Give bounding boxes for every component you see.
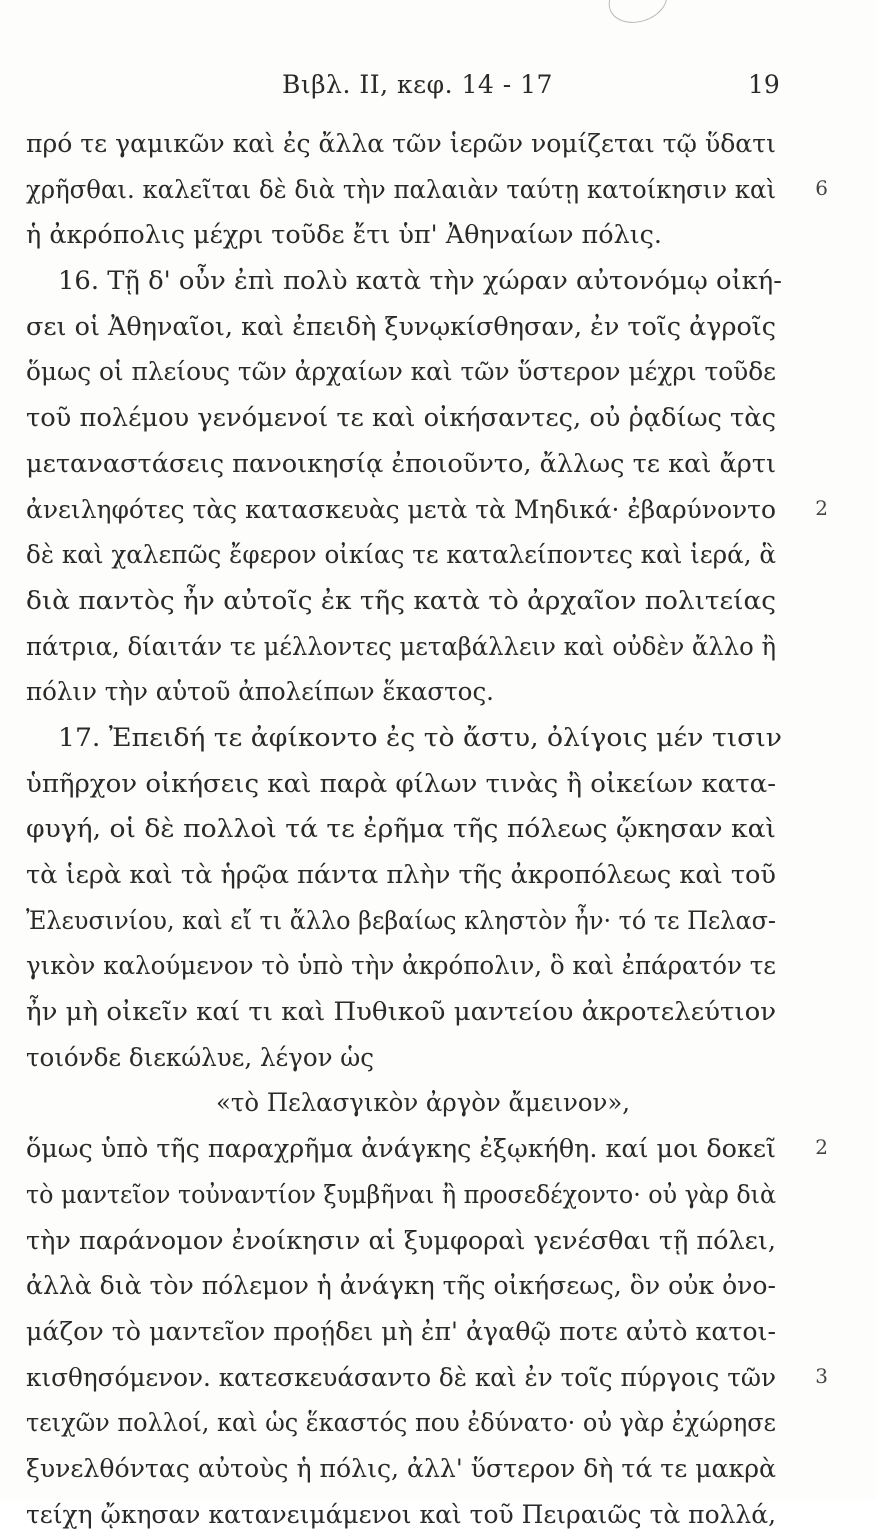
text-line [0,1310,876,1356]
line-text: δὲ καὶ χαλεπῶς ἔφερον οἰκίας τε καταλείποντες καὶ ἱερά, ἃ [26,540,776,571]
line-text: Ἐλευσινίου, καὶ εἴ τι ἄλλο βεβαίως κληστὸν ἦν· τό τε Πελασ- [26,905,777,936]
text-line [0,533,876,579]
text-line [0,1127,876,1173]
line-text: «τὸ Πελασγικὸν ἀργὸν ἄμεινον», [216,1088,631,1119]
line-text: 17. Ἐπειδή τε ἀφίκοντο ἐς τὸ ἄστυ, ὀλίγοις μέν τισιν [58,722,782,753]
line-text: τοιόνδε διεκώλυε, λέγον ὡς [26,1042,375,1073]
line-text: μεταναστάσεις πανοικησίᾳ ἐποιοῦντο, ἄλλως τε καὶ ἄρτι [26,448,777,479]
line-text: χρῆσθαι. καλεῖται δὲ διὰ τὴν παλαιὰν ταύτῃ κατοίκησιν καὶ [26,174,777,205]
line-text: διὰ παντὸς ἦν αὐτοῖς ἐκ τῆς κατὰ τὸ ἀρχαῖον πολιτείας [26,585,777,616]
text-line [0,1036,876,1082]
line-text: τὸ μαντεῖον τοὐναντίον ξυμβῆναι ἢ προσεδέχοντο· οὐ γὰρ διὰ [26,1179,777,1210]
text-line [0,807,876,853]
text-line [0,990,876,1036]
line-text: ἀνειληφότες τὰς κατασκευὰς μετὰ τὰ Μηδικά· ἐβαρύνοντο [26,494,776,525]
line-text: ἀλλὰ διὰ τὸν πόλεμον ἡ ἀνάγκη τῆς οἰκήσεως, ὃν οὐκ ὀνο- [26,1271,777,1302]
line-text: πρό τε γαμικῶν καὶ ἐς ἄλλα τῶν ἱερῶν νομίζεται τῷ ὕδατι [26,129,776,159]
text-line [0,442,876,488]
text-line [0,488,876,534]
text-line [0,350,876,396]
text-line [0,1219,876,1265]
line-text: ἦν μὴ οἰκεῖν καί τι καὶ Πυθικοῦ μαντείου ἀκροτελεύτιον [26,997,777,1028]
page-number: 19 [748,70,780,99]
text-line [0,1081,876,1127]
text-line [0,1493,876,1538]
scan-mark [603,0,674,30]
line-text: ὅμως οἱ πλείους τῶν ἀρχαίων καὶ τῶν ὕστερον μέχρι τοῦδε [26,357,777,388]
running-head: Βιβλ. II, κεφ. 14 - 17 [282,70,553,99]
line-text: τειχῶν πολλοί, καὶ ὡς ἕκαστός που ἐδύνατο· οὐ γὰρ ἐχώρησε [26,1408,776,1439]
text-line [0,168,876,214]
section-margin-number: 2 [815,495,828,520]
line-text: ὑπῆρχον οἰκήσεις καὶ παρὰ φίλων τινὰς ἢ οἰκείων κατα- [26,768,777,799]
body-text [0,122,876,1538]
line-text: φυγή, οἱ δὲ πολλοὶ τά τε ἐρῆμα τῆς πόλεως ᾤκησαν καὶ [26,814,776,845]
text-line [0,1264,876,1310]
line-text: πάτρια, δίαιτάν τε μέλλοντες μεταβάλλειν καὶ οὐδὲν ἄλλο ἢ [26,631,777,662]
text-line [0,625,876,671]
line-text: τοῦ πολέμου γενόμενοί τε καὶ οἰκήσαντες, οὐ ῥᾳδίως τὰς [26,403,777,434]
text-line [0,944,876,990]
text-line [0,305,876,351]
line-text: ὅμως ὑπὸ τῆς παραχρῆμα ἀνάγκης ἐξῳκήθη. καί μοι δοκεῖ [26,1134,776,1165]
text-line [0,122,876,168]
text-line [0,1173,876,1219]
line-text: ξυνελθόντας αὐτοὺς ἡ πόλις, ἀλλ' ὕστερον δὴ τά τε μακρὰ [26,1453,776,1484]
line-text: γικὸν καλούμενον τὸ ὑπὸ τὴν ἀκρόπολιν, ὃ καὶ ἐπάρατόν τε [26,951,776,982]
line-text: σει οἱ Ἀθηναῖοι, καὶ ἐπειδὴ ξυνῳκίσθησαν, ἐν τοῖς ἀγροῖς [26,311,777,342]
line-text: ἡ ἀκρόπολις μέχρι τοῦδε ἔτι ὑπ' Ἀθηναίων πόλις. [26,220,663,251]
text-line [0,213,876,259]
text-line [0,1401,876,1447]
line-text: τὴν παράνομον ἐνοίκησιν αἱ ξυμφοραὶ γενέσθαι τῇ πόλει, [26,1225,776,1256]
text-line [0,853,876,899]
line-text: 16. Τῇ δ' οὖν ἐπὶ πολὺ κατὰ τὴν χώραν αὐτονόμῳ οἰκή- [58,266,782,297]
line-text: τείχη ᾤκησαν κατανειμάμενοι καὶ τοῦ Πειραιῶς τὰ πολλά, [26,1499,777,1530]
text-line [0,1447,876,1493]
section-margin-number: 3 [815,1363,828,1388]
page-header [0,70,876,110]
line-text: μάζον τὸ μαντεῖον προῄδει μὴ ἐπ' ἀγαθῷ ποτε αὐτὸ κατοι- [26,1316,776,1347]
text-line [0,716,876,762]
text-line [0,259,876,305]
text-line [0,579,876,625]
text-line [0,1356,876,1402]
section-margin-number: 6 [815,175,828,200]
text-line [0,899,876,945]
line-text: πόλιν τὴν αὑτοῦ ἀπολείπων ἕκαστος. [26,677,494,708]
text-line [0,670,876,716]
text-line [0,762,876,808]
section-margin-number: 2 [815,1135,828,1160]
text-line [0,396,876,442]
line-text: κισθησόμενον. κατεσκευάσαντο δὲ καὶ ἐν τοῖς πύργοις τῶν [26,1362,776,1393]
line-text: τὰ ἱερὰ καὶ τὰ ἡρῷα πάντα πλὴν τῆς ἀκροπόλεως καὶ τοῦ [26,860,776,890]
